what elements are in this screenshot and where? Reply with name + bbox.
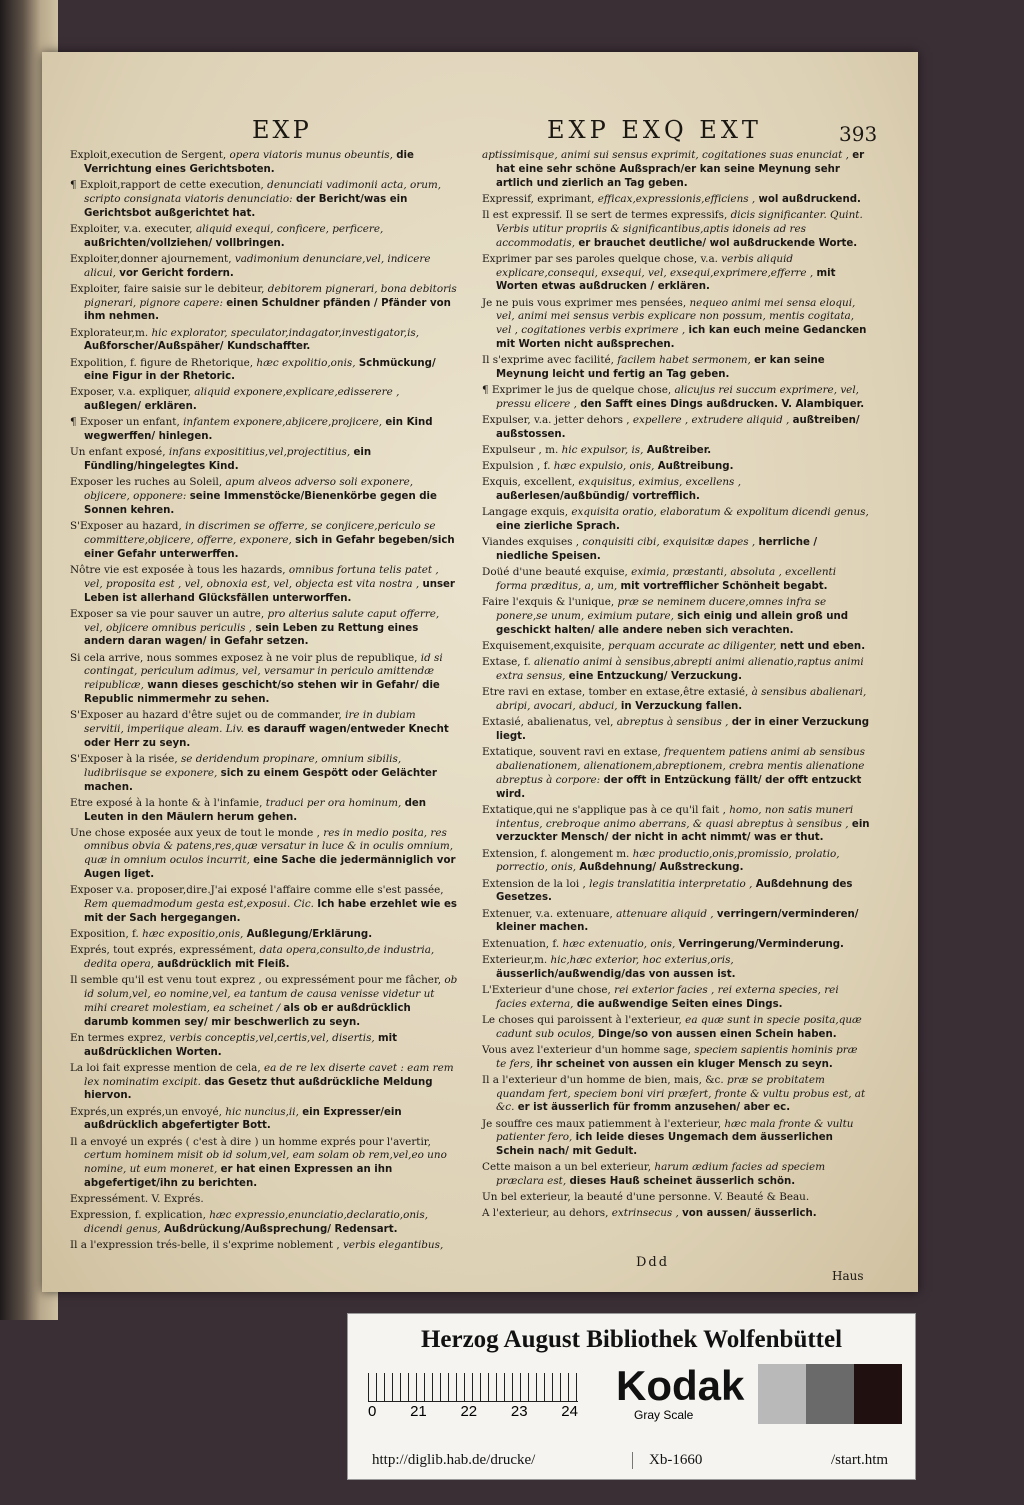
french-text: Exprés, tout exprés, expressément,	[70, 944, 257, 957]
latin-text: hæc expolitio,onis,	[256, 356, 356, 369]
latin-text: præ se neminem ducere,omnes infra se ponere,se unum, eximium putare,	[496, 596, 827, 623]
german-text: äusserlich/außwendig/das von aussen ist.	[496, 968, 736, 980]
latin-text: harum ædium facies ad speciem præclara est,	[496, 1161, 826, 1188]
dictionary-entry	[70, 564, 458, 605]
latin-text: Rem quemadmodum gesta est,exposui. Cic.	[84, 898, 314, 911]
dictionary-entry	[482, 536, 870, 564]
latin-text: pro alterius salute caput offerre, vel, objicere omnibus periculis ,	[84, 607, 440, 634]
french-text: Expressif, exprimant,	[482, 192, 595, 205]
latin-text: in discrimen se offerre, se conjicere,periculo se committere,objicere, offerre, exponere,	[84, 520, 436, 547]
french-text: Exploiter, faire saisie sur le debiteur,	[70, 282, 265, 295]
dictionary-entry	[70, 884, 458, 925]
dictionary-entry	[70, 476, 458, 517]
latin-text: perquam accurate ac diligenter,	[608, 640, 777, 653]
french-text: Exprés,un exprés,un envoyé,	[70, 1105, 222, 1118]
french-text: Extension de la loi ,	[482, 877, 586, 890]
latin-text: abreptus à sensibus ,	[616, 716, 729, 729]
latin-text: hic explorator, speculator,indagator,investigator,is,	[151, 326, 420, 339]
dictionary-entry	[70, 1062, 458, 1103]
dictionary-entry	[70, 386, 458, 414]
dictionary-entry	[482, 1074, 870, 1115]
german-text: Außdrückung/Außsprechung/ Redensart.	[164, 1224, 398, 1236]
dictionary-entry	[482, 640, 870, 654]
latin-text: certum hominem misit ob id solum,vel, eam solam ob rem,vel,eo uno nomine, ut eum moneret,	[84, 1149, 447, 1176]
dictionary-entry	[70, 1209, 458, 1237]
french-text: Etre exposé à la honte & à l'infamie,	[70, 796, 263, 809]
german-text: Außforscher/Außspäher/ Kundschaffter.	[84, 341, 311, 353]
german-text: seine Immenstöcke/Bienenkörbe gegen die Sonnen kehren.	[84, 491, 437, 517]
dictionary-entry	[482, 444, 870, 458]
french-text: Le choses qui paroissent à l'exterieur,	[482, 1013, 682, 1026]
french-text: Extenuation, f.	[482, 937, 560, 950]
latin-text: aliquid exequi, conficere, perficere,	[195, 222, 384, 235]
french-text: Exposer, v.a. expliquer,	[70, 386, 191, 399]
dictionary-entry	[70, 944, 458, 972]
latin-text: eximia, præstanti, absoluta , excellenti forma præditus, a, um,	[496, 566, 837, 593]
french-text: Il a l'exterieur d'un homme de bien, mais, &c.	[482, 1073, 724, 1086]
dictionary-entry	[482, 506, 870, 534]
latin-text: nequeo animi mei sensa eloqui, vel, animi mei sensus verbis explicare non possum, mentis cogitata, vel , cogitationes verbis exprimere ,	[496, 296, 856, 337]
digital-library-url: http://diglib.hab.de/drucke/	[372, 1452, 536, 1468]
french-text: Il est expressif. Il se sert de termes expressifs,	[482, 208, 728, 221]
french-text: Un bel exterieur, la beauté d'une personne. V. Beauté & Beau.	[482, 1191, 810, 1204]
latin-text: exquisita oratio, elaboratum & expolitum dicendi genus,	[571, 506, 869, 519]
french-text: Si cela arrive, nous sommes exposez à ne voir plus de republique,	[70, 651, 418, 664]
dictionary-entry	[70, 1106, 458, 1134]
german-text: er kan seine Meynung leicht und fertig an Tag geben.	[496, 355, 825, 380]
german-text: herrliche / niedliche Speisen.	[496, 537, 818, 563]
dictionary-entry	[70, 709, 458, 750]
latin-text: ob id solum,vel, eo nomine,vel, ea tantum de causa venisse videtur ut mihi crearet molestiam, ea scheinet /	[84, 974, 458, 1014]
german-text: verringern/verminderen/ kleiner machen.	[496, 908, 859, 934]
dictionary-entry	[70, 149, 458, 177]
german-text: mit vortrefflicher Schönheit begabt.	[620, 581, 828, 593]
dictionary-entry	[482, 908, 870, 936]
latin-text: se deridendum propinare, omnium sibilis, ludibriisque se exponere,	[84, 752, 402, 779]
german-text: eine Sache die jedermänniglich vor Augen liget.	[84, 855, 456, 881]
catchword: Haus	[832, 1269, 864, 1283]
german-text: der Bericht/was ein Gerichtsbot außgerichtet hat.	[84, 193, 408, 219]
german-text: ich kan euch meine Gedancken mit Worten nicht außsprechen.	[496, 325, 867, 350]
dictionary-entry	[482, 149, 870, 190]
dictionary-entry	[482, 460, 870, 474]
shelfmark: Xb-1660	[632, 1452, 702, 1469]
dictionary-entry	[482, 746, 870, 801]
dictionary-entry	[482, 596, 870, 637]
dictionary-entry	[70, 608, 458, 649]
ruler-numbers	[368, 1403, 578, 1420]
latin-text: expellere , extrudere aliquid ,	[632, 414, 790, 427]
german-text: außerlesen/außbündig/ vortrefflich.	[496, 491, 700, 503]
signature-mark: Ddd	[636, 1255, 670, 1270]
german-text: das Gesetz thut außdrückliche Meldung hiervon.	[84, 1076, 433, 1102]
french-text: Extatique, souvent ravi en extase,	[482, 746, 661, 759]
german-text: der offt in Entzückung fällt/ der offt entzuckt wird.	[496, 774, 862, 800]
french-text: Faire l'exquis & l'unique,	[482, 596, 615, 609]
dictionary-entry	[70, 797, 458, 825]
dictionary-entry	[70, 179, 458, 220]
dictionary-entry	[70, 974, 458, 1029]
french-text: Exterieur,m.	[482, 953, 548, 966]
latin-text: conquisiti cibi, exquisitæ dapes ,	[582, 536, 756, 549]
latin-text: infantem exponere,abjicere,projicere,	[183, 416, 383, 429]
french-text: Expolition, f. figure de Rhetorique,	[70, 356, 254, 369]
latin-text: verbis aliquid explicare,consequi, exsequi, vel, exsequi,exprimere,efferre ,	[496, 252, 814, 279]
french-text: Il a l'expression trés-belle, il s'exprime noblement ,	[70, 1239, 340, 1252]
dictionary-entry	[482, 1161, 870, 1189]
french-text: Exquis, excellent,	[482, 476, 575, 489]
german-text: Schmückung/ eine Figur in der Rhetoric.	[84, 357, 436, 383]
latin-text: aliquid exponere,explicare,edisserere ,	[194, 386, 400, 399]
latin-text: hic nuncius,ii,	[225, 1105, 299, 1118]
french-text: La loi fait expresse mention de cela,	[70, 1061, 261, 1074]
latin-text: hic expulsor, is,	[561, 444, 644, 457]
dictionary-entry	[482, 476, 870, 504]
french-text: Doüé d'une beauté exquise,	[482, 566, 628, 579]
german-text: ein Expresser/ein außdrücklich abgefertigter Bott.	[84, 1106, 402, 1132]
german-text: der in einer Verzuckung liegt.	[496, 717, 870, 743]
german-text: Dinge/so von aussen einen Schein haben.	[597, 1028, 837, 1040]
running-head-right: EXP EXQ EXT	[547, 116, 762, 144]
french-text: Expressément. V. Exprés.	[70, 1193, 204, 1206]
latin-text: ea de re lex diserte cavet : eam rem lex nominatim excipit.	[84, 1061, 454, 1088]
document-page	[42, 52, 918, 1292]
latin-text: denunciati vadimonii acta, orum, scripto consignata viatoris denunciatio:	[84, 178, 442, 205]
gray-swatch-mid	[806, 1364, 854, 1424]
french-text: Il a envoyé un exprés ( c'est à dire ) un homme exprés pour l'avertir,	[70, 1135, 431, 1148]
latin-text: præ se probitatem quandam fert, speciem boni viri præfert, fronte & vultu probus est, at &c.	[496, 1073, 866, 1114]
german-text: sich einig und allein groß und geschickt halten/ alle andere neben sich verachten.	[496, 611, 849, 636]
german-text: eine Entzuckung/ Verzuckung.	[568, 671, 742, 683]
latin-text: efficax,expressionis,efficiens ,	[597, 192, 756, 205]
latin-text: exquisitus, eximius, excellens ,	[578, 476, 741, 489]
latin-text: data opera,consulto,de industria, dedita opera,	[84, 944, 435, 971]
latin-text: à sensibus abalienari, abripi, avocari, abduci,	[496, 686, 867, 713]
french-text: Etre ravi en extase, tomber en extase,être extasié,	[482, 686, 749, 699]
latin-text: vadimonium denunciare,vel, indicere alicui,	[84, 252, 431, 279]
latin-text: facilem habet sermonem,	[617, 354, 751, 367]
dictionary-entry	[482, 209, 870, 250]
french-text: Exploiter, v.a. executer,	[70, 222, 193, 235]
french-text: Cette maison a un bel exterieur,	[482, 1161, 652, 1174]
french-text: Exposer v.a. proposer,dire.J'ai exposé l'affaire comme elle s'est passée,	[70, 884, 444, 897]
german-text: Ich habe erzehlet wie es mit der Sach hergegangen.	[84, 899, 457, 924]
dictionary-entry	[482, 984, 870, 1012]
dictionary-entry	[482, 1207, 870, 1221]
french-text: S'Exposer au hazard,	[70, 520, 182, 533]
german-text: außtreiben/ außstossen.	[496, 415, 860, 440]
dictionary-entry	[70, 520, 458, 561]
dictionary-entry	[70, 223, 458, 251]
german-text: er hat einen Expressen an ihn abgefertiget/ihn zu berichten.	[84, 1164, 393, 1189]
french-text: Expression, f. explication,	[70, 1209, 206, 1222]
german-text: mit außdrücklichen Worten.	[84, 1032, 398, 1058]
latin-text: hæc expressio,enunciatio,declaratio,onis, dicendi genus,	[84, 1209, 429, 1236]
french-text: Viandes exquises ,	[482, 536, 580, 549]
latin-text: legis translatitia interpretatio ,	[589, 877, 753, 890]
dictionary-entry	[482, 804, 870, 845]
german-text: die außwendige Seiten eines Dings.	[576, 998, 783, 1010]
french-text: Explorateur,m.	[70, 326, 149, 339]
dictionary-entry	[70, 416, 458, 444]
french-text: Exprimer par ses paroles quelque chose, v.a.	[482, 252, 718, 265]
german-text: als ob er außdrücklich darumb kommen sey/ mir beschwerlich zu seyn.	[84, 1002, 411, 1028]
latin-text: hic,hæc exterior, hoc exterius,oris,	[550, 953, 734, 966]
german-text: die Verrichtung eines Gerichtsboten.	[84, 150, 414, 175]
french-text: Exploiter,donner ajournement,	[70, 252, 232, 265]
ruler-number: 24	[561, 1403, 578, 1420]
dictionary-entry	[482, 566, 870, 594]
french-text: Je souffre ces maux patiemment à l'exterieur,	[482, 1117, 721, 1130]
german-text: unser Leben ist allerhand Glücksfällen unterworffen.	[84, 578, 455, 604]
digitization-card	[347, 1313, 916, 1480]
german-text: sein Leben zu Rettung eines andern daran wagen/ in Gefahr setzen.	[84, 622, 419, 648]
running-head-left: EXP	[252, 116, 312, 144]
dictionary-entry	[70, 357, 458, 385]
german-text: ein Fündling/hingelegtes Kind.	[84, 447, 372, 473]
left-column	[70, 149, 458, 1255]
latin-text: alienatio animi à sensibus,abrepti animi alienatio,raptus animi extra sensus,	[496, 656, 864, 683]
german-text: wann dieses geschicht/so stehen wir in Gefahr/ die Republic nimmermehr zu sehen.	[84, 680, 440, 705]
french-text: Il semble qu'il est venu tout exprez , ou expressément pour me fâcher,	[70, 974, 442, 987]
german-text: sich in Gefahr begeben/sich einer Gefahr unterwerffen.	[84, 535, 455, 560]
french-text: Extasié, abalienatus, vel,	[482, 716, 614, 729]
dictionary-entry	[70, 327, 458, 355]
dictionary-entry	[482, 1118, 870, 1159]
latin-text: id si contingat, periculum adimus, vel, versamur in periculo amittendæ reipublicæ,	[84, 651, 443, 692]
german-text: Außlegung/Erklärung.	[246, 929, 373, 941]
dictionary-entry	[482, 686, 870, 714]
french-text: Une chose exposée aux yeux de tout le monde ,	[70, 826, 320, 839]
german-text: er hat eine sehr schöne Außsprach/er kan seine Meynung sehr artlich und zierlich an Tag geben.	[496, 150, 865, 189]
gray-swatch-dark	[854, 1364, 902, 1424]
german-text: außlegen/ erklären.	[84, 401, 197, 413]
dictionary-entry	[70, 1032, 458, 1060]
german-text: außrichten/vollziehen/ vollbringen.	[84, 237, 285, 249]
german-text: ein Kind wegwerffen/ hinlegen.	[84, 417, 433, 443]
dictionary-entry	[70, 652, 458, 707]
latin-text: hæc extenuatio, onis,	[562, 937, 676, 950]
dictionary-entry	[482, 354, 870, 382]
german-text: er brauchet deutliche/ wol außdruckende Worte.	[578, 237, 858, 249]
german-text: dieses Hauß scheinet äusserlich schön.	[569, 1176, 796, 1188]
dictionary-entry	[70, 253, 458, 281]
french-text: Exposition, f.	[70, 928, 139, 941]
latin-text: verbis conceptis,vel,certis,vel, disertis,	[169, 1031, 375, 1044]
dictionary-entry	[482, 878, 870, 906]
latin-text: frequentem patiens animi ab sensibus abalienationem, alienationem,abreptionem, crebra mentis alienatione abreptus à corpore:	[496, 746, 865, 786]
german-text: vor Gericht fordern.	[119, 267, 234, 279]
ruler-ticks	[368, 1373, 578, 1402]
dictionary-entry	[70, 753, 458, 794]
german-text: von aussen/ äusserlich.	[682, 1208, 817, 1220]
kodak-logo: Kodak	[616, 1362, 745, 1409]
latin-text: hæc productio,onis,promissio, prolatio, porrectio, onis,	[496, 847, 840, 874]
start-page-path: /start.htm	[831, 1452, 889, 1468]
french-text: L'Exterieur d'une chose,	[482, 983, 611, 996]
french-text: ¶ Exploit,rapport de cette execution,	[70, 178, 264, 191]
ruler-scale	[368, 1369, 578, 1421]
latin-text: dicis significanter. Quint. Verbis utitur propriis & significantibus,aptis idoneis ad res accommodatis,	[496, 208, 863, 249]
german-text: ein verzuckter Mensch/ der nicht in acht nimmt/ was er thut.	[496, 818, 870, 844]
dictionary-entry	[482, 384, 870, 412]
french-text: Extenuer, v.a. extenuare,	[482, 907, 613, 920]
german-text: Außdehnung des Gesetzes.	[496, 878, 853, 904]
ruler-number: 0	[368, 1403, 377, 1420]
ruler-number: 22	[460, 1403, 478, 1420]
french-text: Expulsion , f.	[482, 460, 551, 473]
latin-text: omnibus fortuna telis patet , vel, proposita est , vel, obnoxia est, vel, objecta est vita nostra ,	[84, 564, 439, 590]
dictionary-entry	[482, 253, 870, 294]
french-text: Nôtre vie est exposée à tous les hazards,	[70, 564, 286, 576]
french-text: A l'exterieur, au dehors,	[482, 1207, 609, 1220]
french-text: Exposer les ruches au Soleil,	[70, 476, 223, 489]
french-text: Extase, f.	[482, 656, 531, 669]
dictionary-entry	[70, 1136, 458, 1191]
gray-scale-label: Gray Scale	[634, 1408, 694, 1422]
dictionary-entry	[482, 954, 870, 982]
dictionary-entry	[70, 1193, 458, 1207]
latin-text: rei exterior facies , rei externa species, rei facies externa,	[496, 983, 839, 1010]
french-text: Vous avez l'exterieur d'un homme sage,	[482, 1043, 691, 1056]
dictionary-entry	[482, 193, 870, 207]
latin-text: attenuare aliquid ,	[616, 907, 714, 920]
latin-text: extrinsecus ,	[611, 1207, 679, 1220]
gray-swatch-light	[758, 1364, 806, 1424]
german-text: den Safft eines Dings außdrucken. V. Alambiquer.	[580, 398, 865, 410]
dictionary-entry	[482, 297, 870, 352]
french-text: Expulser, v.a. jetter dehors ,	[482, 414, 630, 427]
latin-text: debitorem pignerari, bona debitoris pignerari, pignore capere:	[84, 282, 457, 309]
latin-text: alicujus rei succum exprimere, vel, pressu elicere ,	[496, 384, 859, 410]
ruler-number: 23	[510, 1403, 528, 1420]
french-text: Extatique,qui ne s'applique pas à ce qu'il fait ,	[482, 803, 726, 816]
dictionary-entry	[482, 1014, 870, 1042]
german-text: außdrücklich mit Fleiß.	[157, 959, 290, 971]
latin-text: traduci per ora hominum,	[265, 796, 402, 809]
german-text: mit Worten etwas außdrucken / erklären.	[496, 267, 836, 293]
latin-text: apum alveos adverso soli exponere, objicere, opponere:	[84, 476, 414, 503]
german-text: er ist äusserlich für fromm anzusehen/ aber ec.	[517, 1102, 791, 1114]
dictionary-entry	[482, 938, 870, 952]
library-name: Herzog August Bibliothek Wolfenbüttel	[420, 1326, 843, 1353]
dictionary-entry	[482, 848, 870, 876]
latin-text: infans exposititius,vel,projectitius,	[168, 446, 351, 459]
french-text: Je ne puis vous exprimer mes pensées,	[482, 296, 687, 309]
german-text: einen Schuldner pfänden / Pfänder von ihm nehmen.	[84, 297, 451, 323]
latin-text: ire in dubiam servitii, imperiique aleam. Liv.	[84, 709, 416, 735]
french-text: Langage exquis,	[482, 506, 569, 519]
french-text: Il s'exprime avec facilité,	[482, 354, 614, 367]
german-text: den Leuten in den Mäulern herum gehen.	[84, 797, 427, 823]
german-text: nett und eben.	[780, 641, 866, 653]
dictionary-entry	[482, 1044, 870, 1072]
dictionary-entry	[482, 716, 870, 744]
page-number: 393	[839, 122, 878, 146]
dictionary-entry	[482, 656, 870, 684]
german-text: Außtreiber.	[646, 445, 712, 457]
french-text: ¶ Exprimer le jus de quelque chose,	[482, 384, 672, 397]
german-text: Außdehnung/ Außstreckung.	[579, 862, 744, 874]
german-text: sich zu einem Gespött oder Gelächter machen.	[84, 767, 437, 793]
german-text: ich leide dieses Ungemach dem äusserlichen Schein nach/ mit Gedult.	[496, 1132, 833, 1158]
french-text: En termes exprez,	[70, 1031, 167, 1044]
dictionary-entry	[482, 414, 870, 442]
dictionary-entry	[70, 1239, 458, 1253]
latin-text: speciem sapientis hominis præ te fers,	[496, 1043, 858, 1070]
german-text: in Verzuckung fallen.	[620, 701, 743, 713]
french-text: Exploit,execution de Sergent,	[70, 149, 227, 161]
french-text: Extension, f. alongement m.	[482, 847, 630, 860]
dictionary-entry	[70, 283, 458, 324]
german-text: Verringerung/Verminderung.	[678, 938, 844, 950]
dictionary-entry	[482, 1191, 870, 1205]
french-text: Exposer sa vie pour sauver un autre,	[70, 607, 265, 620]
german-text: es darauff wagen/entweder Knecht oder Herr zu seyn.	[84, 723, 449, 749]
french-text: S'Exposer à la risée,	[70, 752, 178, 765]
latin-text: homo, non satis muneri intentus, crebroque animo aberrans, & quasi abreptus à sensibus ,	[496, 803, 854, 830]
latin-text: verbis elegantibus,	[343, 1239, 444, 1252]
german-text: Außtreibung.	[657, 461, 734, 473]
german-text: ihr scheinet von aussen ein kluger Mensch zu seyn.	[536, 1058, 833, 1070]
german-text: eine zierliche Sprach.	[496, 521, 620, 533]
latin-text: hæc expulsio, onis,	[553, 460, 655, 473]
latin-text: hæc expositio,onis,	[142, 928, 244, 941]
german-text: wol außdruckend.	[758, 193, 861, 205]
latin-text: hæc mala fronte & vultu patienter fero,	[496, 1117, 854, 1144]
dictionary-entry	[70, 928, 458, 942]
dictionary-entry	[70, 827, 458, 882]
french-text: Exquisement,exquisite,	[482, 640, 605, 653]
ruler-number: 21	[410, 1403, 427, 1420]
french-text: Expulseur , m.	[482, 444, 559, 457]
french-text: ¶ Exposer un enfant,	[70, 416, 180, 429]
latin-text: ea quæ sunt in specie posita,quæ cadunt sub oculos,	[496, 1013, 862, 1040]
french-text: Un enfant exposé,	[70, 446, 166, 459]
french-text: S'Exposer au hazard d'être sujet ou de commander,	[70, 709, 342, 722]
latin-text: aptissimisque, animi sui sensus exprimit, cogitationes suas enunciat ,	[482, 149, 849, 161]
dictionary-entry	[70, 446, 458, 474]
right-column	[482, 149, 870, 1224]
latin-text: opera viatoris munus obeuntis,	[229, 149, 393, 161]
latin-text: res in medio posita, res omnibus obvia & patens,res,quæ versatur in luce & in oculis omnium, quæ in omnium oculos incurrit,	[84, 826, 454, 867]
